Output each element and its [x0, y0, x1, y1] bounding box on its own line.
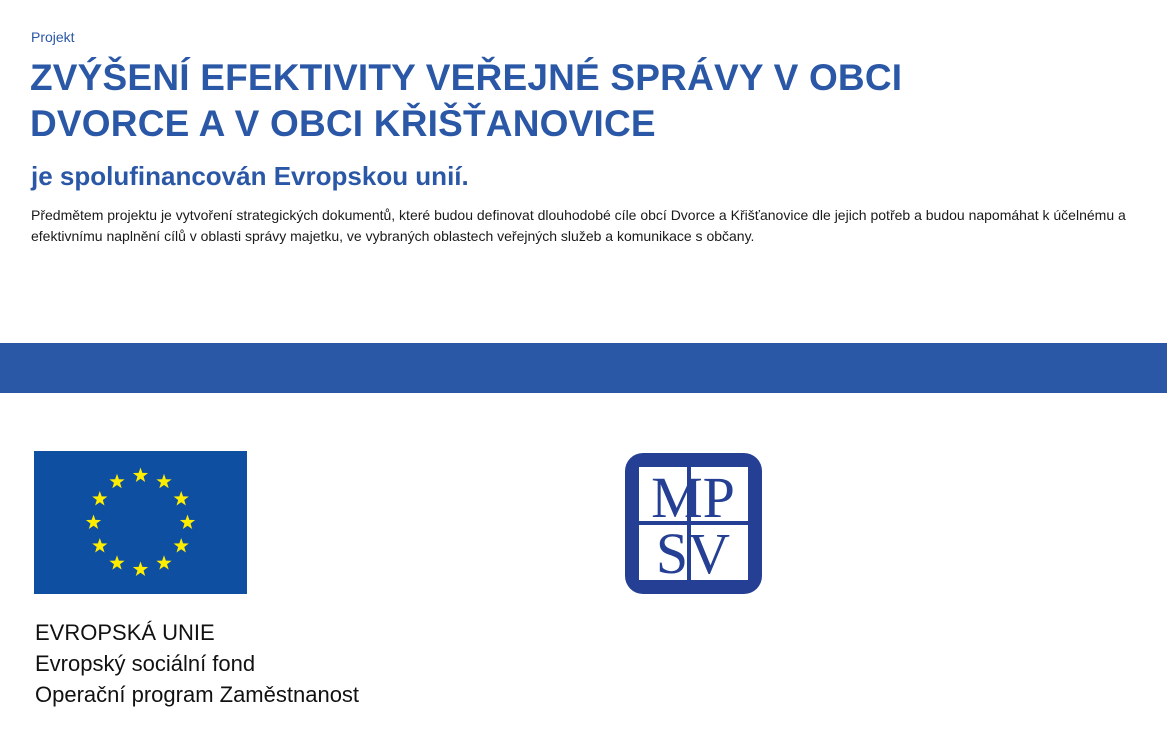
project-title: ZVÝŠENÍ EFEKTIVITY VEŘEJNÉ SPRÁVY V OBCI DVORCE A V OBCI KŘIŠŤANOVICE [30, 57, 903, 144]
eu-caption-line-3: Operační program Zaměstnanost [35, 682, 360, 707]
project-label: Projekt [31, 29, 75, 45]
eu-flag-icon [34, 451, 247, 594]
cofinancing-statement: je spolufinancován Evropskou unií. [31, 161, 469, 191]
eu-caption-line-1: EVROPSKÁ UNIE [35, 620, 215, 645]
eu-caption-line-2: Evropský sociální fond [35, 651, 256, 676]
blue-band [0, 343, 1167, 393]
mpsv-logo-text-top: MP [651, 465, 735, 530]
project-description: Předmětem projektu je vytvoření strategických dokumentů, které budou definovat dlouhodobé cíle obcí Dvorce a Křišťanovice dle jejich potřeb a budou napomáhat k účelnému a efektivnímu naplnění cílů v oblasti správy majetku, ve vybraných oblastech veřejných služeb a komunikace s občany. [31, 207, 1126, 244]
mpsv-logo-text-bottom: SV [655, 521, 731, 586]
eu-caption [35, 617, 359, 710]
mpsv-logo-icon [625, 453, 762, 594]
